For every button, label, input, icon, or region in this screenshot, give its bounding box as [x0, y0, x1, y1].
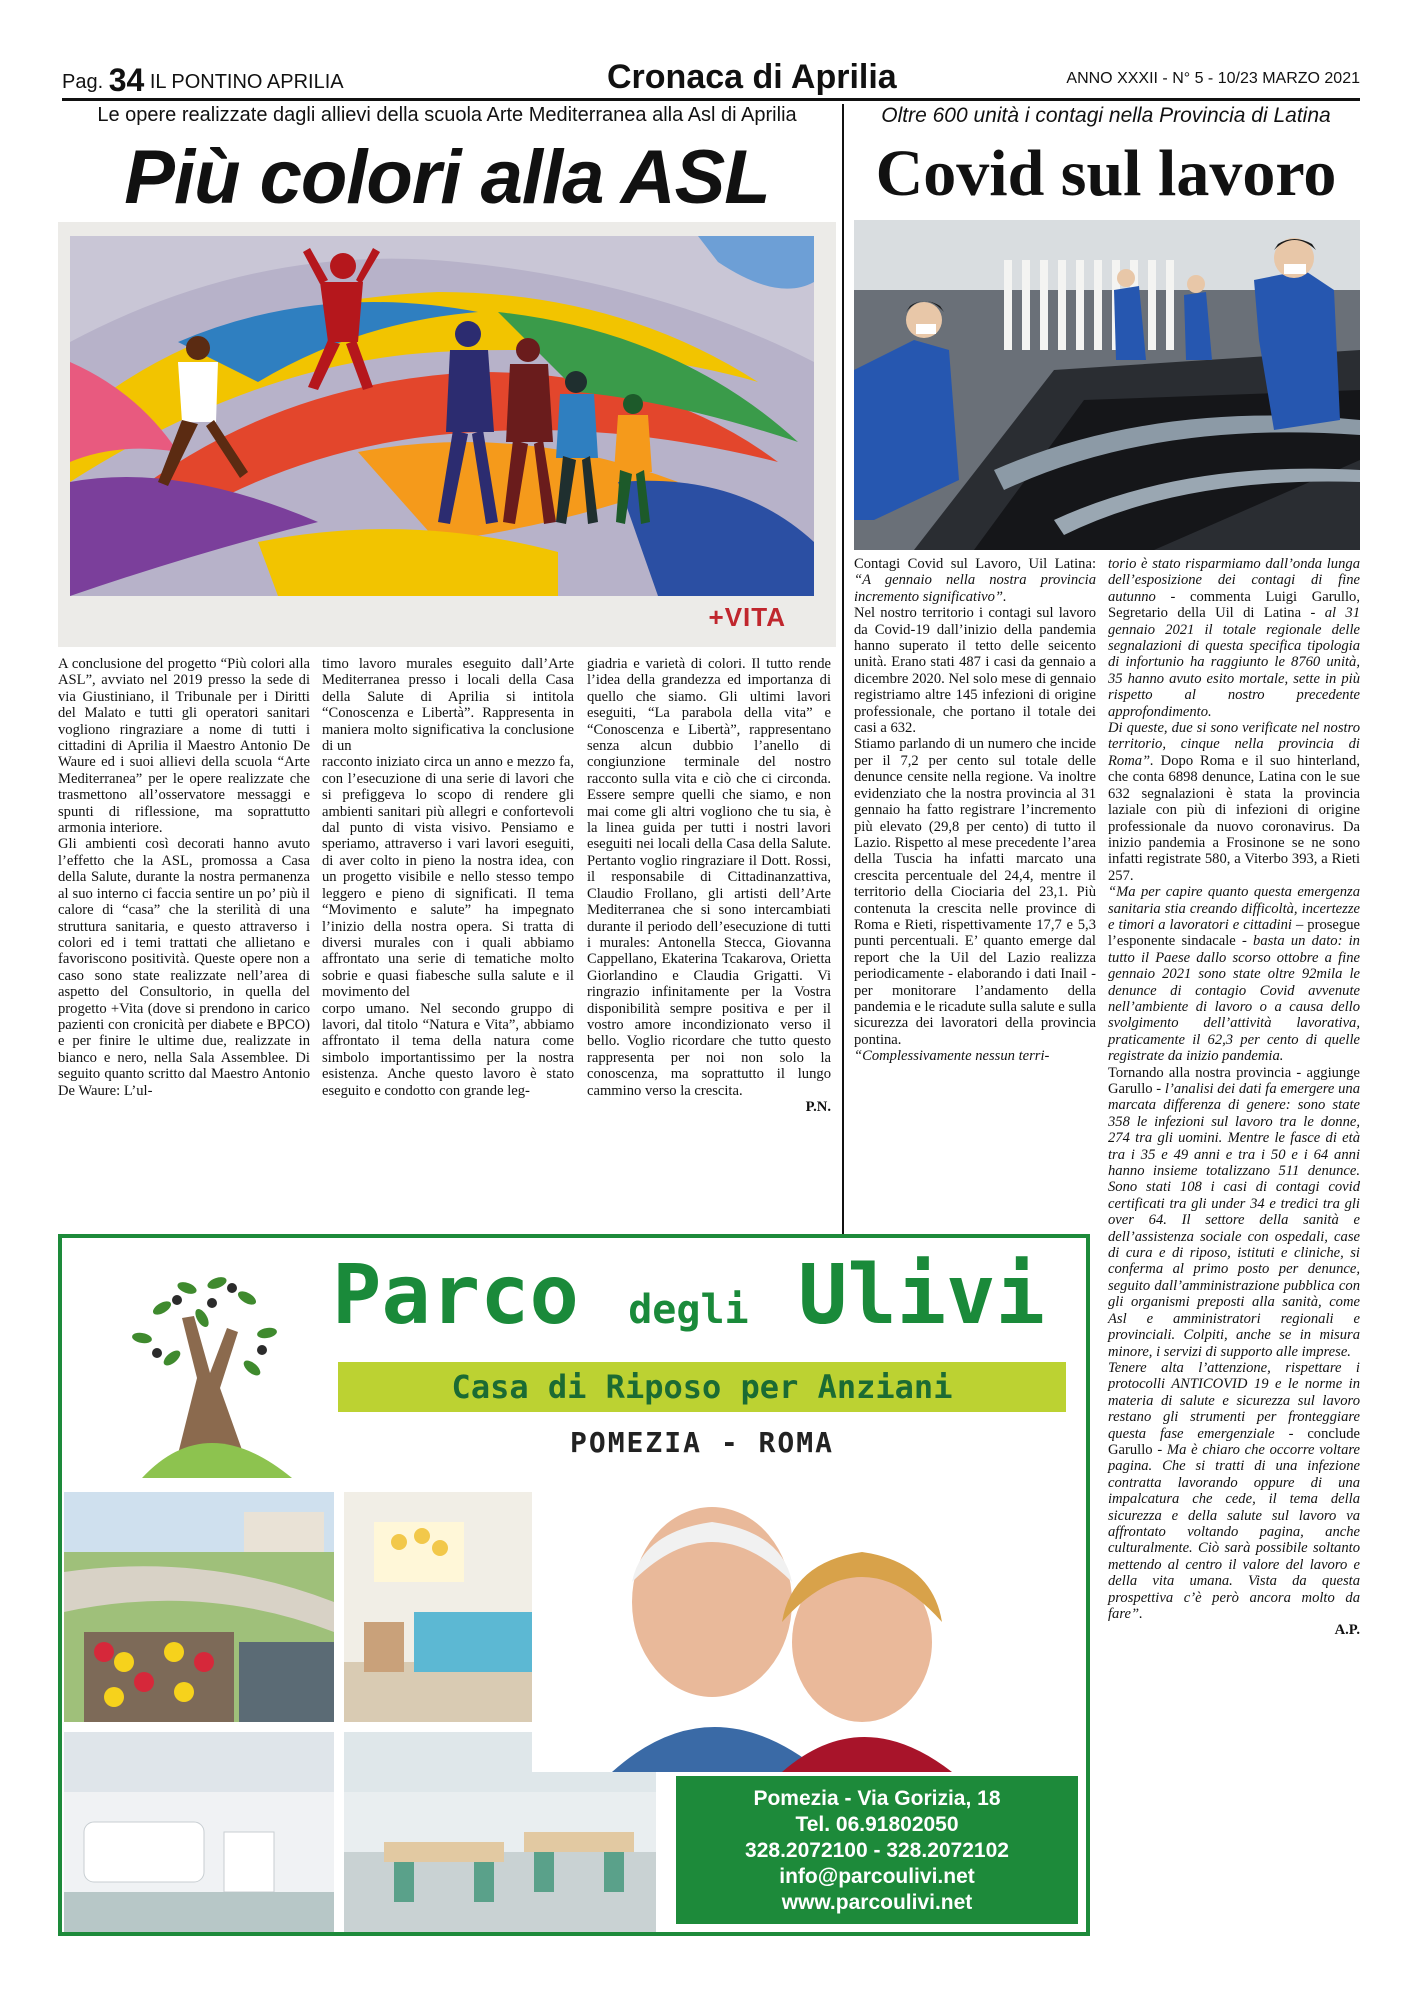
page-header	[62, 58, 1360, 101]
mobile-numbers[interactable]: 328.2072100 - 328.2072102	[745, 1839, 1009, 1862]
paragraph	[854, 556, 1096, 605]
paragraph: corpo umano. Nel secondo gruppo di lavori, dal titolo “Natura e Vita”, abbiamo affrontato il tema della natura come simbolo importantissimo per la nostra esistenza. Anche questo lavoro è stato eseguito e condotto con grande leg-	[322, 1000, 574, 1099]
brand-name	[332, 1246, 1045, 1360]
elderly-couple-photo	[532, 1492, 1090, 1772]
narrative-text: - commenta Luigi Garullo, Segretario della Uil di Latina -	[1108, 588, 1360, 622]
paragraph: racconto iniziato circa un anno e mezzo fa, con l’esecuzione di una serie di lavori che si prefiggeva lo scopo di rendere gli ambienti sanitari più allegri e confortevoli dal punto di vista visivo. Pensiamo e speriamo, attraverso i vari lavori eseguiti, di aver colto in pieno la nostra idea, con un progetto visibile e nello stesso tempo leggero e pieno di significati. Il tema “Movimento e salute” ha impegnato l’inizio della nostra opera. Si tratta di diversi murales con i quali abbiamo affrontato una serie di tematiche molto sobrie e quasi fiabesche sulla salute e il movimento del	[322, 754, 574, 1001]
factory-workers-image	[854, 220, 1360, 550]
left-article-column-3	[587, 656, 831, 1115]
page-label: Pag.	[62, 71, 104, 93]
left-article-column-2	[322, 656, 574, 1099]
brand-word-1: Parco	[332, 1248, 579, 1343]
quoted-text: basta un dato: in tutto il Paese dallo scorso ottobre a fine gennaio 2021 sono state oltre 92mila le denunce di contagio Covid avvenute nell’ambiente di lavoro o a causa dello svolgimento dell’attività lavorativa, praticamente il 62,3 per cento di quelle registrate da inizio pandemia.	[1108, 933, 1360, 1065]
paragraph: Gli ambienti così decorati hanno avuto l’effetto che la ASL, promossa a Casa della Salute, durante la nostra permanenza al suo interno ci faccia sentire un po’ più il calore di “casa” che la sterilità di una struttura sanitaria, e questo attraverso i colori ed i temi trattati che allietano e favoriscono positività. Queste opere non a caso sono state realizzate nell’area di aspetto del Consultorio, in quella del progetto +Vita (dove si prendono in carico pazienti con cronicità per diabete e BPCO) e per finire le ultime due, realizzate in bianco e nero, nella Sala Assemblee. Di seguito quanto scritto dal Maestro Antonio De Waure: L’ul-	[58, 836, 310, 1099]
quoted-text: torio è stato risparmiamo dall’onda lunga dell’esposizione dei contagi di fine autunno	[1108, 556, 1360, 605]
advertisement	[58, 1234, 1090, 1936]
bathroom-photo	[64, 1732, 334, 1932]
contact-box	[676, 1776, 1078, 1924]
narrative-text: – prosegue l’esponente sindacale -	[1108, 916, 1360, 950]
paragraph: giadria e varietà di colori. Il tutto rende l’idea della grandezza ed importanza di quello che siamo. Gli ultimi lavori eseguiti, “La parabola della vita” e “Conoscenza e Libertà”, rappresentano senza alcun dubbio l’anello di congiunzione terminale del nostro racconto sulla vita e ciò che ci circonda. Essere sempre quelli che siamo, e non mai come gli altri vogliono che tu sia, è la linea guida per tutti i nostri lavori eseguiti nei locali della Casa della Salute. Pertanto voglio ringraziare il Dott. Rossi, il responsabile di Cittadinanzattiva, Claudio Frollano, gli artisti dell’Arte Mediterranea che si sono intercambiati durante il periodo dell’esecuzione di tutti i murales: Antonella Stecca, Giovanna Cappellano, Ekaterina Tcakarova, Orietta Giorlandino e Claudia Grigatti. Vi ringrazio infinitamente per la Vostra disponibilità sempre positiva e per il vostro amore incondizionato verso il bello. Voglio ricordare che tutto questo rappresenta per noi non solo la conoscenza, ma soprattutto il lungo cammino verso la crescita.	[587, 656, 831, 1099]
paragraph: Nel nostro territorio i contagi sul lavoro da Covid-19 dall’inizio della pandemia hanno superato il tetto delle seicento unità. Erano stati 487 i casi da gennaio a dicembre 2020. Nel solo mese di gennaio registriamo altre 145 infezioni di origine professionale, che portano il totale dei casi a 632.	[854, 605, 1096, 737]
right-article-kicker: Oltre 600 unità i contagi nella Provincia di Latina	[881, 104, 1331, 127]
tagline-band: Casa di Riposo per Anziani	[338, 1362, 1066, 1412]
quoted-text: Di queste, due si sono verificate nel nostro territorio, cinque nella provincia di Roma”.	[1108, 720, 1360, 769]
website-link[interactable]: www.parcoulivi.net	[781, 1891, 973, 1914]
factory-photo	[854, 220, 1360, 550]
right-article-title: Covid sul lavoro	[875, 137, 1337, 210]
left-article-title: Più colori alla ASL	[124, 135, 770, 220]
right-article-column-1	[854, 556, 1096, 1065]
email-link[interactable]: info@parcoulivi.net	[779, 1865, 975, 1888]
paragraph	[854, 1048, 1096, 1064]
address: Pomezia - Via Gorizia, 18	[753, 1787, 1001, 1810]
quoted-text: al 31 gennaio 2021 il totale regionale delle segnalazioni di questa specifica tipologia di infortunio ha raggiunto le 8760 unità, 35 hanno avuto esito mortale, sette in più rispetto al nostro precedente approfondimento.	[1108, 605, 1361, 720]
mural-photo	[58, 222, 836, 647]
paragraph: Stiamo parlando di un numero che incide per il 7,2 per cento sul totale delle denunce censite nella regione. Va inoltre evidenziato che la nostra provincia al 31 gennaio ha fatto registrare l’incremento più elevato (29,8 per cento) di tutto il Lazio. Rispetto al mese precedente l’area della Tuscia ha infatti marcato una crescita percentuale del 24,4, mentre il territorio della Ciociaria del 23,1. Più contenuta la crescita nelle province di Roma e Rieti, rispettivamente 17,7 e 5,3 punti percentuali. E’ quanto emerge dal report che la Uil del Lazio realizza periodicamente - elaborando i dati Inail - per monitorare l’andamento della pandemia e le ricadute sulla salute e sulla sicurezza dei lavoratori della provincia pontina.	[854, 736, 1096, 1048]
paragraph	[1108, 556, 1360, 1622]
intro-text: Contagi Covid sul Lavoro, Uil Latina:	[854, 556, 1096, 572]
vita-logo: +VITA	[708, 602, 786, 632]
phone-number[interactable]: Tel. 06.91802050	[795, 1813, 959, 1836]
column-divider	[842, 104, 844, 1239]
quoted-text: Tenere alta l’attenzione, rispettare i protocolli ANTICOVID 19 e le norme in materia di salute e sicurezza sul lavoro restano gli strumenti per fronteggiare questa fase emergenziale	[1108, 1359, 1360, 1442]
narrative-text: Tornando alla nostra provincia - aggiunge Garullo -	[1108, 1064, 1360, 1097]
paragraph: A conclusione del progetto “Più colori alla ASL”, avviato nel 2019 presso la sede di via Giustiniano, il Tribunale per i Diritti del Malato e tutti gli operatori sanitari vogliono ringraziare a nome di tutti i cittadini di Aprilia il Maestro Antonio De Waure ed i suoi allievi della scuola “Arte Mediterranea” per le opere realizzate che trasmettono all’osservatore messaggi e spunti di riflessione, ma soprattutto armonia interiore.	[58, 656, 310, 837]
brand-word-3: Ulivi	[798, 1248, 1045, 1343]
page-number	[62, 62, 344, 99]
section-title: Cronaca di Aprilia	[607, 58, 897, 96]
paper-name: IL PONTINO APRILIA	[149, 71, 344, 93]
article-signature: P.N.	[805, 1098, 831, 1115]
quoted-text: l’analisi dei dati fa emergere una marcata differenza di genere: sono state 358 le infezioni sul lavoro tra le donne, 274 tra gli uomini. Mentre le fasce di età tra i 35 e 49 anni e tra i 50 e i 64 anni hanno insieme totalizzano 511 denunce. Sono stati 108 i casi di contagi covid certificati tra gli under 34 e tredici tra gli over 64. Il settore della sanità e dell’assistenza sociale con ospedali, case di cura e di riposo, istituti e cliniche, si conferma al primo posto per denunce, seguito dall’amministrazione pubblica con gli organismi preposti alla sanità, come Asl e amministratori regionali e provinciali. Colpiti, anche se in misura minore, i servizi di supporto alle imprese.	[1108, 1081, 1360, 1360]
narrative-text: Dopo Roma e il suo hinterland, che conta 6898 denunce, Latina con le sue 632 segnalazioni è stata la provincia laziale con più di infezioni di origine professionale da nuovo coronavirus. Da inizio pandemia a Frosinone se ne sono infatti registrate 580, a Viterbo 393, a Rieti 257.	[1108, 752, 1360, 884]
ad-city: POMEZIA - ROMA	[569, 1426, 834, 1459]
issue-info: ANNO XXXII - N° 5 - 10/23 MARZO 2021	[1066, 70, 1360, 87]
end-quote: “Complessivamente nessun terri-	[854, 1048, 1050, 1065]
intro-quote: “A gennaio nella nostra provincia incremento significativo”.	[854, 572, 1096, 605]
quoted-text: Ma è chiaro che occorre voltare pagina. Che si tratti di una infezione contratta lavorando oppure di una impalcatura che cede, il tema della sicurezza e della salute sul lavoro va affrontato voltando pagina, anche culturalmente. Ciò sarà possibile soltanto mettendo al centro il valore del lavoro e della vita umana. Vista da questa prospettiva c’è però ancora molto da fare”.	[1108, 1441, 1360, 1622]
right-article-column-2	[1108, 556, 1360, 1639]
paragraph: timo lavoro murales eseguito dall’Arte Mediterranea presso i locali della Casa della Salute di Aprilia si intitola “Conoscenza e Libertà”. Rappresenta in maniera molto significativa la conclusione di un	[322, 656, 574, 755]
narrative-text: - conclude Garullo -	[1108, 1425, 1360, 1458]
left-article-column-1	[58, 656, 310, 1099]
left-article-kicker: Le opere realizzate dagli allievi della scuola Arte Mediterranea alla Asl di Aprilia	[97, 104, 797, 126]
garden-photo	[64, 1492, 334, 1722]
page-number-value: 34	[108, 62, 145, 98]
article-signature: A.P.	[1334, 1622, 1360, 1639]
mural-painting	[58, 222, 836, 647]
brand-word-2: degli	[628, 1287, 749, 1333]
olive-tree-logo	[102, 1258, 312, 1478]
quoted-text: “Ma per capire quanto questa emergenza sanitaria stia creando difficoltà, incertezze e timori a lavoratori e cittadini	[1108, 884, 1360, 933]
